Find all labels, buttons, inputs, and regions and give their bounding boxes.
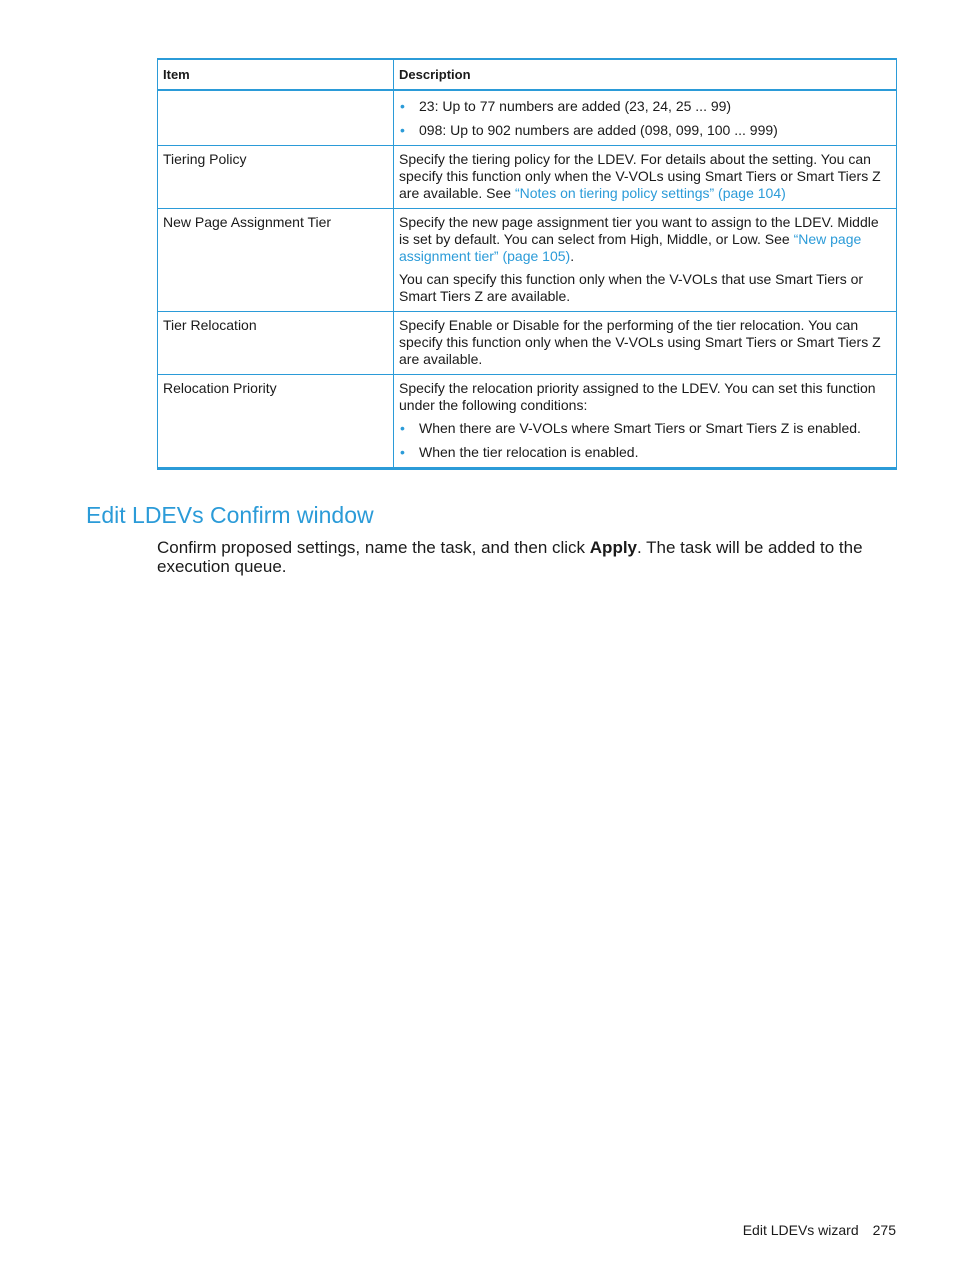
list-item: • 23: Up to 77 numbers are added (23, 24, 25 ... 99) bbox=[400, 98, 732, 114]
bullet-icon: • bbox=[400, 98, 405, 114]
list-item: • When there are V-VOLs where Smart Tiers or Smart Tiers Z is enabled. bbox=[400, 420, 861, 436]
list-item: • 098: Up to 902 numbers are added (098, 099, 100 ... 999) bbox=[400, 122, 778, 138]
description-cell: Specify Enable or Disable for the performing of the tier relocation. You can specify this function only when the V-VOLs using Smart Tiers or Smart Tiers Z are available. bbox=[394, 312, 897, 375]
list-item: • When the tier relocation is enabled. bbox=[400, 444, 639, 460]
header-description: Description bbox=[394, 59, 897, 90]
item-cell: Relocation Priority bbox=[158, 375, 394, 469]
item-cell-empty bbox=[158, 90, 394, 146]
description-cell: Specify the relocation priority assigned to the LDEV. You can set this function under the following conditions: • When there are V-VOLs where Smart Tiers or Smart Tiers Z is enabled. • When the tier relocation is enabled. bbox=[394, 375, 897, 469]
table-header-row bbox=[158, 59, 897, 90]
header-item: Item bbox=[158, 59, 394, 90]
description-cell: Specify the new page assignment tier you want to assign to the LDEV. Middle is set by default. You can select from High, Middle, or Low. See “New page assignment tier” (page 105). You can specify this function only when the V-VOLs that use Smart Tiers or Smart Tiers Z are available. bbox=[394, 209, 897, 312]
item-cell: Tiering Policy bbox=[158, 146, 394, 209]
footer-title: Edit LDEVs wizard bbox=[742, 1222, 859, 1238]
bullet-list bbox=[399, 420, 890, 461]
bullet-list bbox=[399, 98, 890, 139]
table-row bbox=[158, 375, 897, 469]
page-number: 275 bbox=[872, 1222, 896, 1238]
parameter-table bbox=[157, 58, 897, 470]
bullet-icon: • bbox=[400, 420, 405, 436]
item-cell: Tier Relocation bbox=[158, 312, 394, 375]
apply-keyword: Apply bbox=[589, 538, 638, 557]
table-row bbox=[158, 146, 897, 209]
page-footer bbox=[743, 1222, 896, 1238]
bullet-icon: • bbox=[400, 122, 405, 138]
link-tiering-policy-notes[interactable]: “Notes on tiering policy settings” (page 104) bbox=[514, 185, 786, 201]
bullet-icon: • bbox=[400, 444, 405, 460]
item-cell: New Page Assignment Tier bbox=[158, 209, 394, 312]
description-cell: Specify the tiering policy for the LDEV. For details about the setting. You can specify this function only when the V-VOLs using Smart Tiers or Smart Tiers Z are available. See “Notes on tiering policy settings” (page 104) bbox=[394, 146, 897, 209]
section-body: Confirm proposed settings, name the task, and then click Apply. The task will be added to the execution queue. bbox=[157, 538, 863, 576]
description-cell bbox=[394, 90, 897, 146]
table-row bbox=[158, 209, 897, 312]
link-new-page-assignment-tier[interactable]: “New page assignment tier” (page 105) bbox=[399, 231, 862, 264]
table-row bbox=[158, 312, 897, 375]
section-heading: Edit LDEVs Confirm window bbox=[86, 502, 374, 528]
table-row bbox=[158, 90, 897, 146]
